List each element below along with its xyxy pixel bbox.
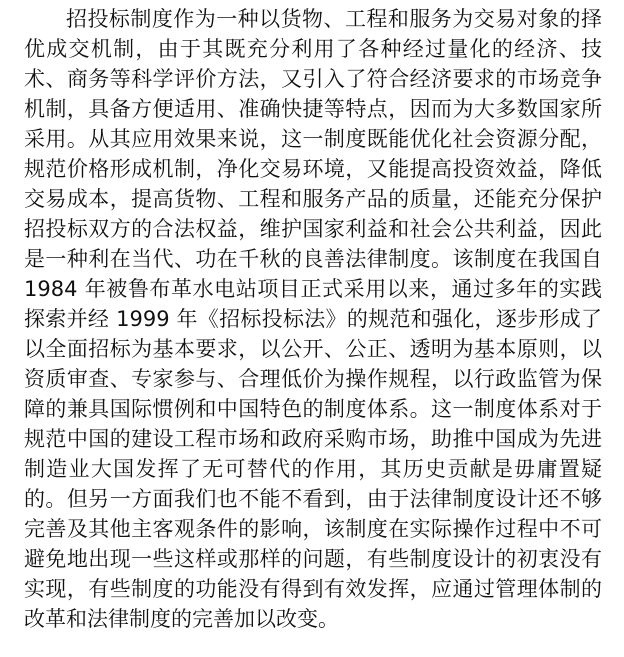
body-paragraph: 招投标制度作为一种以货物、工程和服务为交易对象的择优成交机制，由于其既充分利用了各种经过量化的经济、技术、商务等科学评价方法，又引入了符合经济要求的市场竞争机制，具备方便适用、准确快捷等特点，因而为大多数国家所采用。从其应用效果来说，这一制度既能优化社会资源分配，规范价格形成机制，净化交易环境，又能提高投资效益，降低交易成本，提高货物、工程和服务产品的质量，还能充分保护招投标双方的合法权益，维护国家利益和社会公共利益，因此是一种利在当代、功在千秋的良善法律制度。该制度在我国自 1984 年被鲁布革水电站项目正式采用以来，通过多年的实践探索并经 1999 年《招标投标法》的规范和强化，逐步形成了以全面招标为基本要求，以公开、公正、透明为基本原则，以资质审查、专家参与、合理低价为操作规程，以行政监管为保障的兼具国际惯例和中国特色的制度体系。这一制度体系对于规范中国的建设工程市场和政府采购市场，助推中国成为先进制造业大国发挥了无可替代的作用，其历史贡献是毋庸置疑的。但另一方面我们也不能不看到，由于法律制度设计还不够完善及其他主客观条件的影响，该制度在实际操作过程中不可避免地出现一些这样或那样的问题，有些制度设计的初衷没有实现，有些制度的功能没有得到有效发挥，应通过管理体制的改革和法律制度的完善加以改变。 xyxy=(24,7,602,631)
